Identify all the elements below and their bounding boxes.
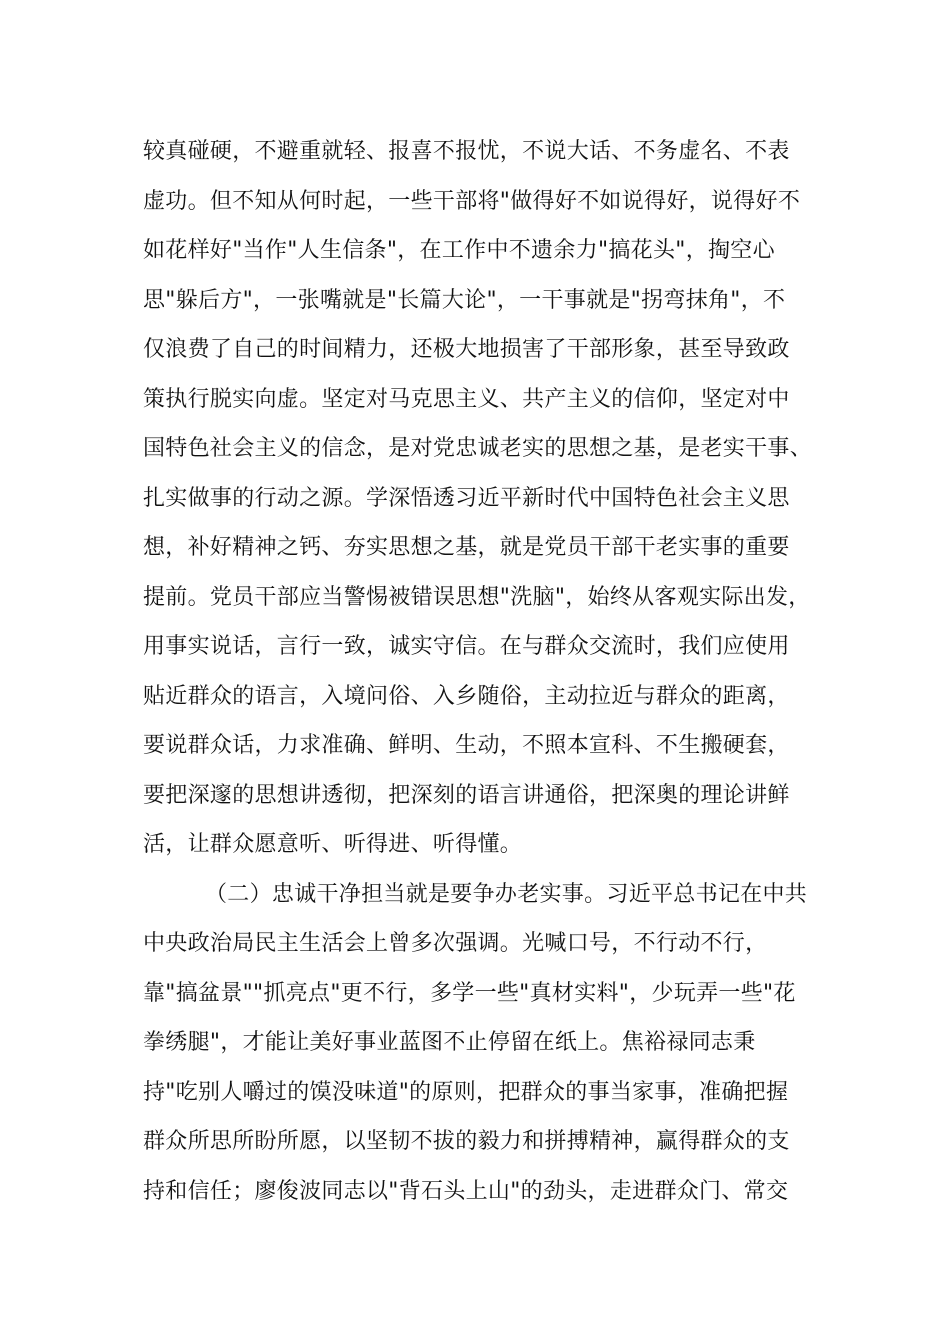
text-line: 策执行脱实向虚。坚定对马克思主义、共产主义的信仰，坚定对中 xyxy=(143,386,790,412)
text-line: 如花样好"当作"人生信条"，在工作中不遗余力"搞花头"，掏空心 xyxy=(143,238,775,263)
text-line: 持和信任；廖俊波同志以"背石头上山"的劲头，走进群众门、常交 xyxy=(143,1178,789,1204)
body-text xyxy=(143,130,843,1219)
text-line: 要说群众话，力求准确、鲜明、生动，不照本宣科、不生搬硬套， xyxy=(143,733,790,758)
text-line: 群众所思所盼所愿，以坚韧不拔的毅力和拼搏精神，赢得群众的支 xyxy=(143,1129,790,1154)
text-line: 用事实说话，言行一致，诚实守信。在与群众交流时，我们应使用 xyxy=(143,634,790,659)
text-line: 想，补好精神之钙、夯实思想之基，就是党员干部干老实事的重要 xyxy=(143,535,790,560)
text-line: 国特色社会主义的信念，是对党忠诚老实的思想之基，是老实干事、 xyxy=(143,436,813,461)
text-line: 中央政治局民主生活会上曾多次强调。光喊口号，不行动不行， xyxy=(143,931,768,956)
text-line: 贴近群众的语言，入境问俗、入乡随俗，主动拉近与群众的距离， xyxy=(143,683,790,709)
paragraph-2 xyxy=(143,873,843,1220)
paragraph-1 xyxy=(143,130,843,873)
text-line: 持"吃别人嚼过的馍没味道"的原则，把群众的事当家事，准确把握 xyxy=(143,1079,789,1105)
text-line: 活，让群众愿意听、听得进、听得懂。 xyxy=(143,832,523,857)
text-line: 提前。党员干部应当警惕被错误思想"洗脑"，始终从客观实际出发， xyxy=(143,584,811,610)
text-line: 扎实做事的行动之源。学深悟透习近平新时代中国特色社会主义思 xyxy=(143,485,790,511)
text-line: 靠"搞盆景""抓亮点"更不行，多学一些"真材实料"，少玩弄一些"花 xyxy=(143,980,796,1006)
text-line: 较真碰硬，不避重就轻、报喜不报忧，不说大话、不务虚名、不表 xyxy=(143,139,790,164)
text-line-indented: （二）忠诚干净担当就是要争办老实事。习近平总书记在中共 xyxy=(205,881,808,907)
text-line: 要把深邃的思想讲透彻，把深刻的语言讲通俗，把深奥的理论讲鲜 xyxy=(143,782,790,808)
text-line: 思"躲后方"，一张嘴就是"长篇大论"，一干事就是"拐弯抹角"，不 xyxy=(143,287,786,313)
text-line: 仅浪费了自己的时间精力，还极大地损害了干部形象，甚至导致政 xyxy=(143,337,790,362)
text-line: 虚功。但不知从何时起，一些干部将"做得好不如说得好，说得好不 xyxy=(143,188,801,214)
text-line: 拳绣腿"，才能让美好事业蓝图不止停留在纸上。焦裕禄同志秉 xyxy=(143,1030,756,1055)
